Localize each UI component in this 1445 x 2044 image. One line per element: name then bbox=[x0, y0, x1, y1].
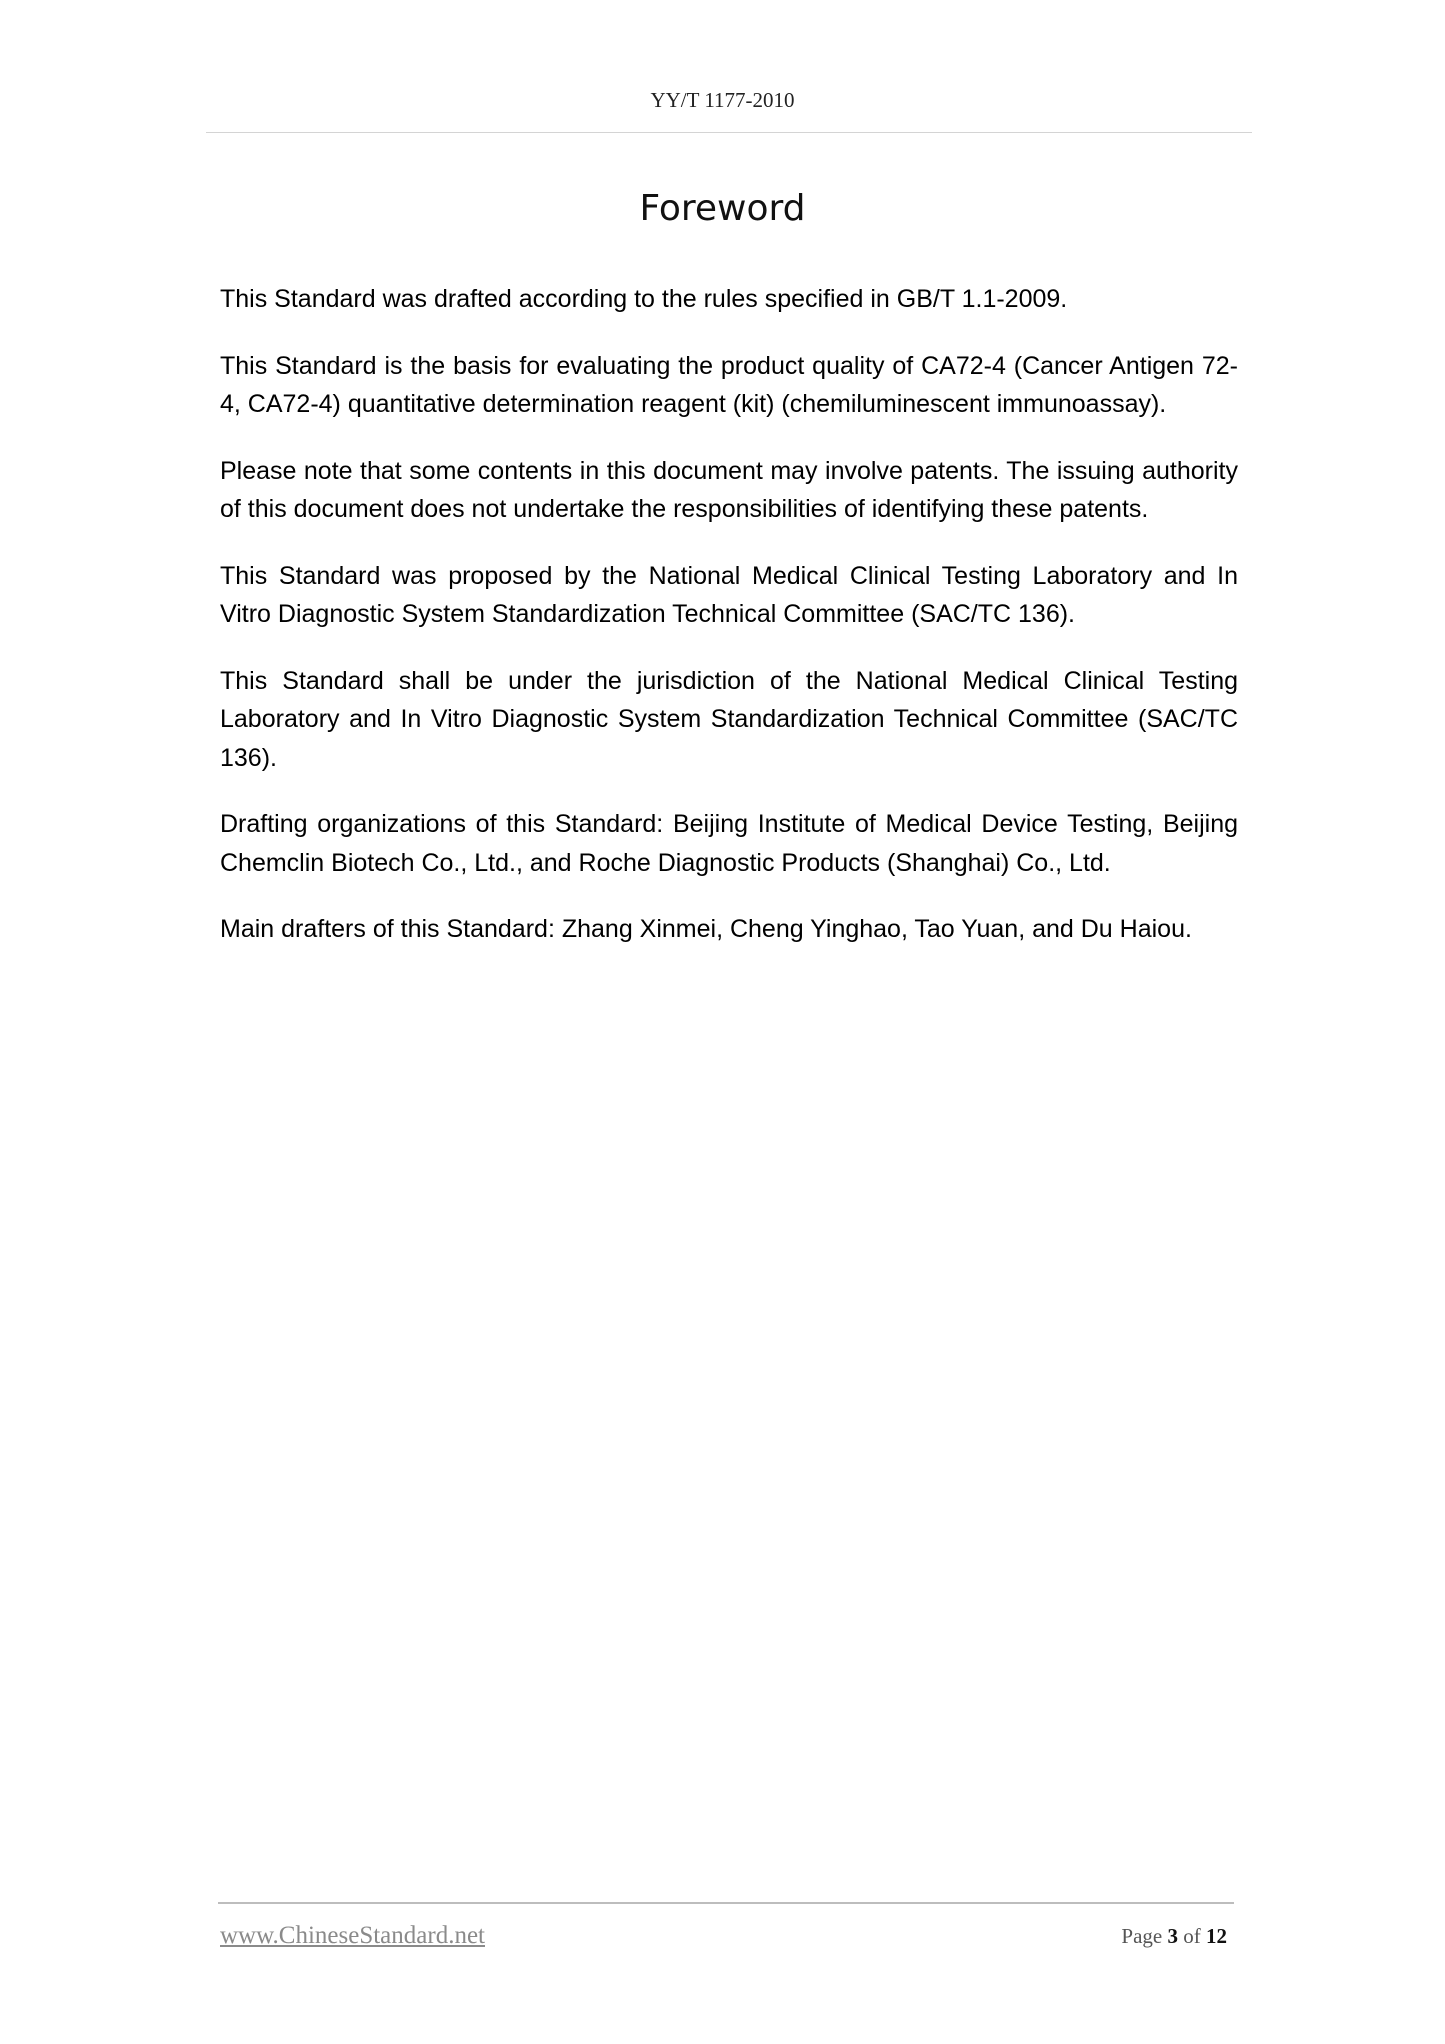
paragraph-drafting-organizations: Drafting organizations of this Standard: Beijing Institute of Medical Device Testing, Beijing Chemclin Biotech Co., Ltd., and Roche Diagnostic Products (Shanghai) Co., Ltd. bbox=[220, 810, 1238, 877]
page-header-doc-number: YY/T 1177-2010 bbox=[650, 88, 795, 112]
paragraph-drafting-rules: This Standard was drafted according to the rules specified in GB/T 1.1-2009. bbox=[220, 285, 1068, 313]
header-divider bbox=[206, 132, 1252, 133]
paragraph-basis: This Standard is the basis for evaluating the product quality of CA72-4 (Cancer Antigen 72-4, CA72-4) quantitative determination reagent (kit) (chemiluminescent immunoassay). bbox=[220, 351, 1238, 418]
footer-website-link[interactable]: www.ChineseStandard.net bbox=[220, 1922, 485, 1949]
foreword-body bbox=[220, 280, 1238, 977]
paragraph-proposed-by: This Standard was proposed by the National Medical Clinical Testing Laboratory and In Vitro Diagnostic System Standardization Technical Committee (SAC/TC 136). bbox=[220, 561, 1238, 628]
page-word: Page bbox=[1121, 1924, 1163, 1948]
page-total: 12 bbox=[1206, 1924, 1227, 1948]
paragraph-jurisdiction: This Standard shall be under the jurisdiction of the National Medical Clinical Testing Laboratory and In Vitro Diagnostic System Standardization Technical Committee (SAC/TC 136). bbox=[220, 666, 1238, 772]
page-current: 3 bbox=[1167, 1924, 1178, 1948]
page-of: of bbox=[1183, 1924, 1201, 1948]
paragraph-main-drafters: Main drafters of this Standard: Zhang Xinmei, Cheng Yinghao, Tao Yuan, and Du Haiou. bbox=[220, 915, 1192, 943]
footer-divider bbox=[218, 1902, 1234, 1904]
page-title: Foreword bbox=[639, 188, 806, 229]
footer-page-number bbox=[1121, 1924, 1227, 1949]
paragraph-patents: Please note that some contents in this document may involve patents. The issuing authority of this document does not undertake the responsibilities of identifying these patents. bbox=[220, 456, 1238, 523]
